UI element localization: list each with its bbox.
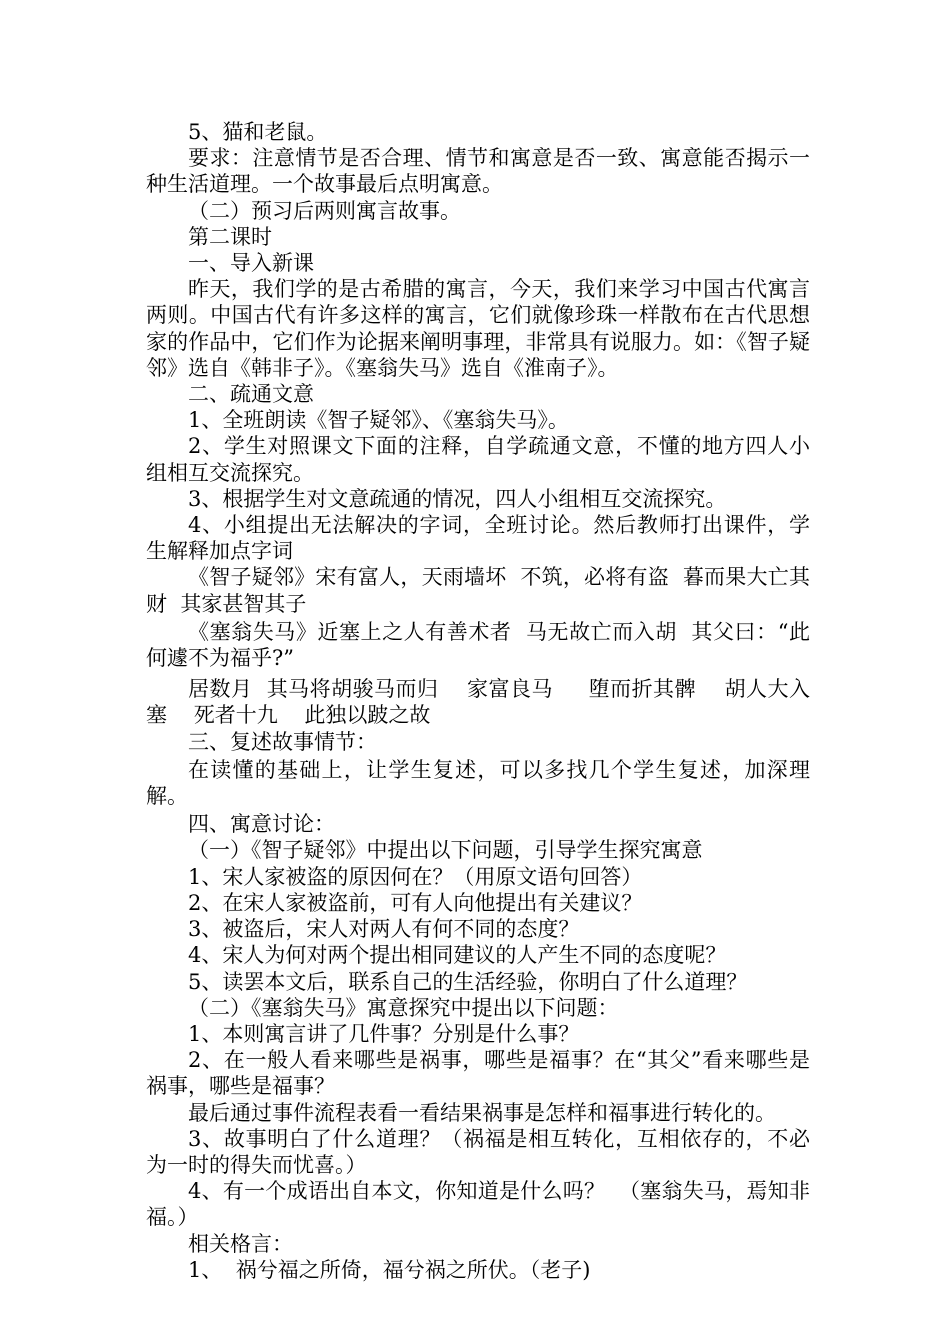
list-item-1: 1、全班朗读《智子疑邻》、《塞翁失马》。	[188, 408, 569, 433]
paragraph-zhizi-words: 《智子疑邻》宋有富人，天雨墙坏 不筑，必将有盗 暮而果大亡其财 其家甚智其子	[146, 565, 810, 616]
question-1: 1、宋人家被盗的原因何在？（用原文语句回答）	[188, 864, 643, 889]
paragraph-saiweng-words-continued: 居数月 其马将胡骏马而归 家富良马 堕而折其髀 胡人大入塞 死者十九 此独以跛之故	[146, 677, 810, 728]
list-item-3: 3、根据学生对文意疏通的情况，四人小组相互交流探究。	[188, 486, 727, 511]
question-4: 4、宋人为何对两个提出相同建议的人产生不同的态度呢？	[188, 943, 727, 968]
document-page	[146, 119, 810, 1283]
heading-second-lesson: 第二课时	[188, 224, 272, 249]
saiweng-question-3: 3、故事明白了什么道理？（祸福是相互转化，互相依存的，不必为一时的得失而忧喜。）	[146, 1126, 810, 1177]
question-5: 5、读罢本文后，联系自己的生活经验，你明白了什么道理？	[188, 969, 748, 994]
subheading-zhizi-questions: （一）《智子疑邻》中提出以下问题，引导学生探究寓意	[188, 838, 703, 863]
heading-moral-discussion: 四、寓意讨论：	[188, 812, 335, 837]
heading-introduction: 一、导入新课	[188, 251, 314, 276]
heading-retell-story: 三、复述故事情节：	[188, 729, 377, 754]
paragraph-introduction: 昨天，我们学的是古希腊的寓言，今天，我们来学习中国古代寓言两则。中国古代有许多这样的寓言，它们就像珍珠一样散布在古代思想家的作品中，它们作为论据来阐明事理，非常具有说服力。如：《智子疑邻》选自《韩非子》。《塞翁失马》选自《淮南子》。	[146, 277, 810, 380]
paragraph-preview: （二）预习后两则寓言故事。	[188, 198, 461, 223]
saiweng-question-2: 2、在一般人看来哪些是祸事，哪些是福事？在“其父”看来哪些是祸事，哪些是福事？	[146, 1048, 810, 1099]
question-3: 3、被盗后，宋人对两人有何不同的态度？	[188, 917, 580, 942]
saiweng-question-4: 4、有一个成语出自本文，你知道是什么吗？ （塞翁失马，焉知非福。）	[146, 1179, 810, 1230]
paragraph-retell: 在读懂的基础上，让学生复述，可以多找几个学生复述，加深理解。	[146, 757, 810, 809]
heading-related-maxims: 相关格言：	[188, 1231, 293, 1256]
list-item-2: 2、学生对照课文下面的注释，自学疏通文意，不懂的地方四人小组相互交流探究。	[146, 434, 810, 485]
list-item-4: 4、小组提出无法解决的字词，全班讨论。然后教师打出课件，学生解释加点字词	[146, 513, 810, 564]
paragraph-requirements: 要求：注意情节是否合理、情节和寓意是否一致、寓意能否揭示一种生活道理。一个故事最后点明寓意。	[146, 146, 810, 197]
saiweng-question-1: 1、本则寓言讲了几件事？分别是什么事？	[188, 1021, 580, 1046]
paragraph-cat-and-mouse: 5、猫和老鼠。	[188, 120, 328, 144]
question-2: 2、在宋人家被盗前，可有人向他提出有关建议？	[188, 890, 643, 915]
paragraph-saiweng-words: 《塞翁失马》近塞上之人有善术者 马无故亡而入胡 其父曰：“此何遽不为福乎?”	[146, 619, 810, 671]
heading-understand-text: 二、疏通文意	[188, 382, 314, 407]
maxim-1: 1、 祸兮福之所倚，福兮祸之所伏。（老子)	[188, 1257, 591, 1282]
subheading-saiweng-questions: （二）《塞翁失马》寓意探究中提出以下问题：	[188, 995, 619, 1020]
paragraph-flow-chart: 最后通过事件流程表看一看结果祸事是怎样和福事进行转化的。	[188, 1100, 776, 1125]
